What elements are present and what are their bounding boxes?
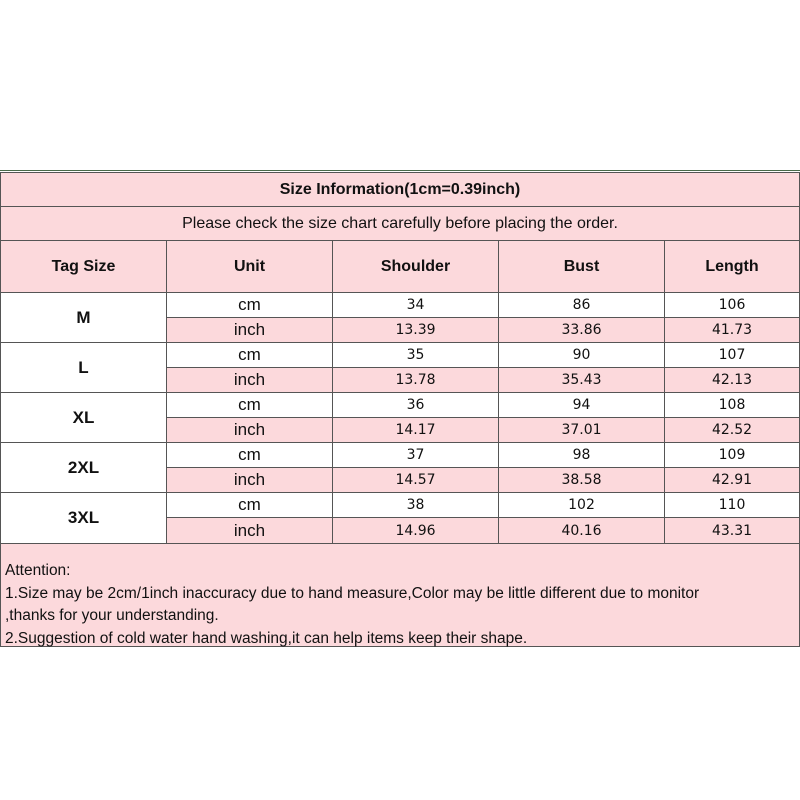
shoulder-value: 36 — [406, 397, 425, 413]
unit-label: cm — [238, 345, 261, 364]
shoulder-cm-cell — [332, 342, 499, 368]
header-length — [664, 240, 800, 293]
bust-cm-cell — [498, 442, 665, 468]
tag-size-cell-m — [0, 292, 167, 343]
unit-label: cm — [238, 295, 261, 314]
header-unit — [166, 240, 333, 293]
length-cm-cell — [664, 342, 800, 368]
tag-size-label: 2XL — [67, 457, 100, 477]
bust-value: 33.86 — [561, 322, 602, 338]
bust-value: 35.43 — [561, 372, 602, 388]
shoulder-value: 14.57 — [395, 472, 436, 488]
bust-cm-cell — [498, 342, 665, 368]
shoulder-inch-cell — [332, 417, 499, 443]
note-line: 2.Suggestion of cold water hand washing,it can help items keep their shape. — [5, 629, 528, 647]
header-label: Tag Size — [51, 257, 116, 275]
shoulder-cm-cell — [332, 292, 499, 318]
bust-value: 98 — [572, 447, 591, 463]
bust-inch-cell — [498, 517, 665, 544]
length-value: 107 — [718, 347, 746, 363]
bust-inch-cell — [498, 317, 665, 343]
unit-cell-cm — [166, 392, 333, 418]
size-chart-subtitle-cell — [0, 206, 800, 241]
unit-cell-cm — [166, 442, 333, 468]
unit-label: inch — [233, 420, 266, 439]
shoulder-value: 37 — [406, 447, 425, 463]
bust-inch-cell — [498, 417, 665, 443]
shoulder-value: 35 — [406, 347, 425, 363]
shoulder-value: 13.39 — [395, 322, 436, 338]
length-value: 106 — [718, 297, 746, 313]
bust-cm-cell — [498, 392, 665, 418]
length-cm-cell — [664, 492, 800, 518]
header-bust — [498, 240, 665, 293]
tag-size-cell-l — [0, 342, 167, 393]
shoulder-value: 14.17 — [395, 422, 436, 438]
unit-label: cm — [238, 445, 261, 464]
shoulder-value: 34 — [406, 297, 425, 313]
bust-value: 37.01 — [561, 422, 602, 438]
note-heading: Attention: — [5, 562, 71, 579]
header-label: Shoulder — [380, 257, 451, 275]
length-inch-cell — [664, 517, 800, 544]
size-chart-subtitle: Please check the size chart carefully before placing the order. — [182, 214, 618, 232]
header-label: Length — [705, 257, 759, 275]
shoulder-cm-cell — [332, 492, 499, 518]
size-chart-title: Size Information(1cm=0.39inch) — [279, 180, 521, 198]
length-inch-cell — [664, 317, 800, 343]
unit-cell-cm — [166, 292, 333, 318]
unit-cell-inch — [166, 417, 333, 443]
unit-label: inch — [233, 470, 266, 489]
unit-cell-inch — [166, 367, 333, 393]
shoulder-inch-cell — [332, 467, 499, 493]
tag-size-cell-3xl — [0, 492, 167, 544]
length-value: 108 — [718, 397, 746, 413]
unit-cell-inch — [166, 317, 333, 343]
shoulder-value: 13.78 — [395, 372, 436, 388]
shoulder-cm-cell — [332, 442, 499, 468]
length-value: 109 — [718, 447, 746, 463]
bust-inch-cell — [498, 467, 665, 493]
header-shoulder — [332, 240, 499, 293]
size-chart-title-cell — [0, 172, 800, 207]
length-value: 42.13 — [711, 372, 753, 388]
shoulder-cm-cell — [332, 392, 499, 418]
bust-value: 40.16 — [561, 522, 602, 539]
attention-notes — [0, 543, 800, 647]
note-line: ,thanks for your understanding. — [5, 607, 219, 624]
length-value: 43.31 — [711, 522, 753, 539]
bust-inch-cell — [498, 367, 665, 393]
shoulder-value: 38 — [406, 497, 425, 513]
tag-size-cell-xl — [0, 392, 167, 443]
length-inch-cell — [664, 467, 800, 493]
bust-value: 38.58 — [561, 472, 602, 488]
length-value: 41.73 — [711, 322, 753, 338]
top-divider — [0, 170, 800, 171]
unit-label: cm — [238, 495, 261, 514]
shoulder-inch-cell — [332, 517, 499, 544]
length-inch-cell — [664, 367, 800, 393]
bust-value: 90 — [572, 347, 591, 363]
length-value: 42.52 — [711, 422, 753, 438]
tag-size-label: XL — [72, 407, 95, 427]
tag-size-cell-2xl — [0, 442, 167, 493]
header-label: Bust — [563, 257, 600, 275]
unit-cell-inch — [166, 517, 333, 544]
header-label: Unit — [233, 257, 266, 275]
length-value: 42.91 — [711, 472, 753, 488]
bust-value: 86 — [572, 297, 591, 313]
bust-value: 102 — [568, 497, 595, 513]
unit-label: cm — [238, 395, 261, 414]
tag-size-label: M — [76, 307, 91, 327]
length-cm-cell — [664, 292, 800, 318]
note-line: 1.Size may be 2cm/1inch inaccuracy due to hand measure,Color may be little different due to monitor — [5, 584, 700, 602]
unit-cell-cm — [166, 492, 333, 518]
header-tag-size — [0, 240, 167, 293]
tag-size-label: L — [78, 357, 89, 377]
unit-cell-inch — [166, 467, 333, 493]
shoulder-inch-cell — [332, 317, 499, 343]
bust-value: 94 — [572, 397, 591, 413]
tag-size-label: 3XL — [67, 508, 100, 527]
length-cm-cell — [664, 392, 800, 418]
unit-label: inch — [233, 370, 266, 389]
shoulder-value: 14.96 — [395, 522, 436, 539]
bust-cm-cell — [498, 292, 665, 318]
bust-cm-cell — [498, 492, 665, 518]
shoulder-inch-cell — [332, 367, 499, 393]
unit-label: inch — [233, 320, 266, 339]
length-inch-cell — [664, 417, 800, 443]
unit-cell-cm — [166, 342, 333, 368]
unit-label: inch — [233, 520, 266, 540]
length-value: 110 — [718, 497, 746, 513]
length-cm-cell — [664, 442, 800, 468]
